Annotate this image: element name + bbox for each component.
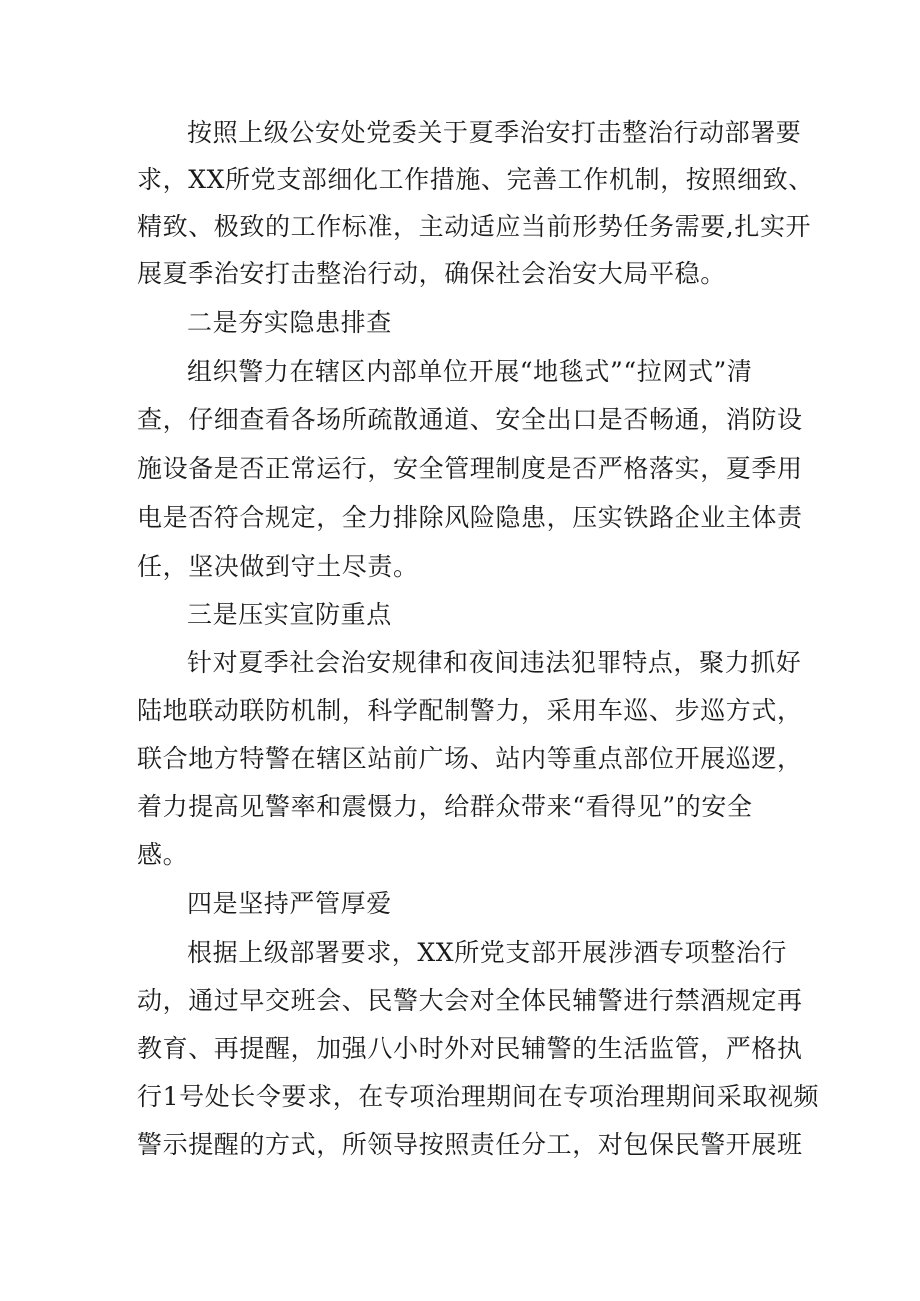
text-line: 按照上级公安处党委关于夏季治安打击整治行动部署要: [187, 118, 802, 147]
text-line: 电是否符合规定，全力排除风险隐患，压实铁路企业主体责: [137, 503, 803, 532]
text-line: 行1号处长令要求，在专项治理期间在专项治理期间采取视频: [137, 1082, 820, 1111]
text-line: 警示提醒的方式，所领导按照责任分工，对包保民警开展班: [137, 1130, 803, 1159]
section-heading: 二是夯实隐患排查: [187, 308, 392, 337]
text-line: 针对夏季社会治安规律和夜间违法犯罪特点，聚力抓好: [187, 648, 802, 677]
text-line: 感。: [137, 840, 189, 869]
text-line: 根据上级部署要求，XX所党支部开展涉酒专项整治行: [187, 938, 787, 967]
section-heading: 四是坚持严管厚爱: [187, 889, 392, 918]
text-line: 求，XX所党支部细化工作措施、完善工作机制，按照细致、: [137, 165, 814, 194]
text-line: 精致、极致的工作标准，主动适应当前形势任务需要,扎实开: [137, 212, 812, 241]
text-line: 施设备是否正常运行，安全管理制度是否严格落实，夏季用: [137, 454, 803, 483]
text-line: 组织警力在辖区内部单位开展“地毯式”“拉网式”清: [187, 357, 753, 386]
text-line: 展夏季治安打击整治行动，确保社会治安大局平稳。: [137, 259, 726, 288]
text-line: 查，仔细查看各场所疏散通道、安全出口是否畅通，消防设: [137, 405, 803, 434]
text-line: 任，坚决做到守土尽责。: [137, 552, 419, 581]
text-line: 陆地联动联防机制，科学配制警力，采用车巡、步巡方式，: [137, 696, 803, 725]
text-line: 动，通过早交班会、民警大会对全体民辅警进行禁酒规定再: [137, 986, 803, 1015]
text-line: 着力提高见警率和震慑力，给群众带来“看得见”的安全: [137, 792, 753, 821]
text-line: 教育、再提醒，加强八小时外对民辅警的生活监管，严格执: [137, 1034, 803, 1063]
section-heading: 三是压实宣防重点: [187, 600, 392, 629]
text-line: 联合地方特警在辖区站前广场、站内等重点部位开展巡逻，: [137, 744, 803, 773]
